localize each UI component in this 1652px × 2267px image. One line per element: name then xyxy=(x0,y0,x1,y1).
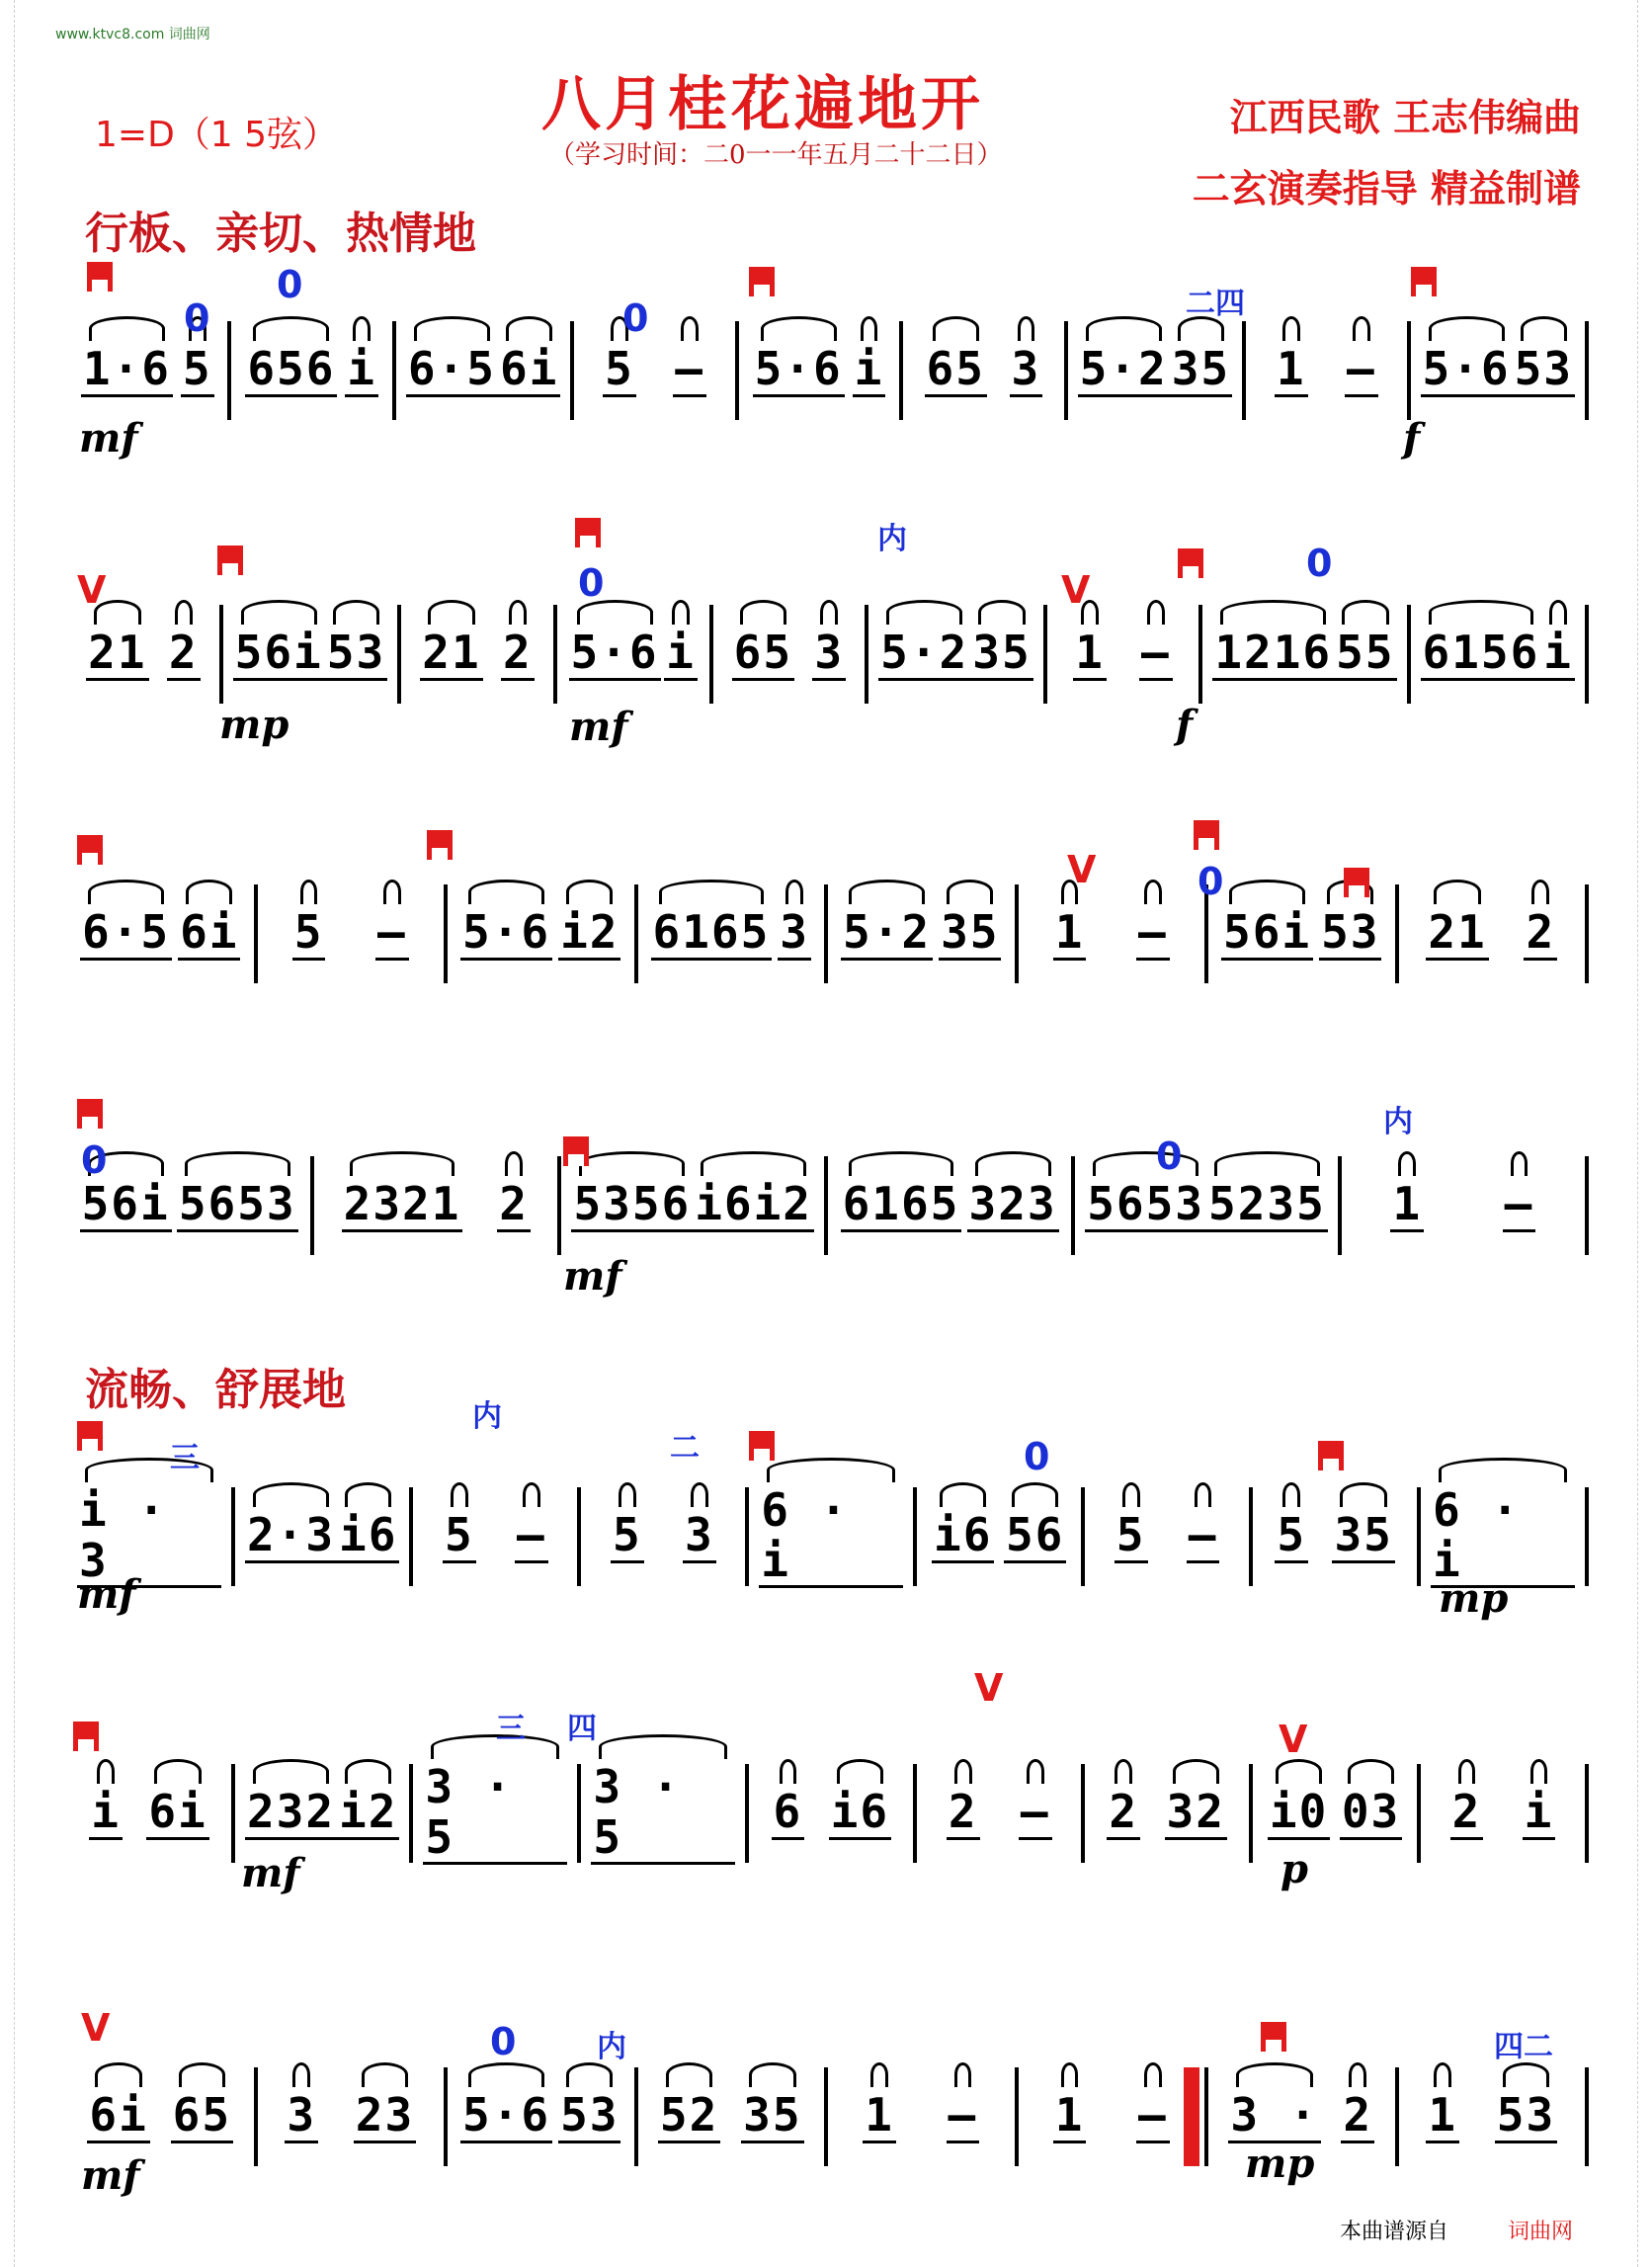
arranger-credit: 二玄演奏指导 精益制谱 xyxy=(1192,166,1581,210)
measure xyxy=(1246,321,1410,420)
note-group: 65 xyxy=(172,2088,232,2142)
note-group: 5 xyxy=(182,342,212,396)
score-system-4 xyxy=(77,1156,1589,1255)
note-group: 1 xyxy=(865,2088,894,2142)
note-group: i2 xyxy=(339,1785,398,1839)
note-group: 2321 xyxy=(343,1177,461,1231)
measure xyxy=(828,884,1019,983)
measure xyxy=(77,884,258,983)
down-bow-mark xyxy=(575,518,601,547)
note-group: 6i xyxy=(89,2088,148,2142)
measure xyxy=(1342,1156,1589,1255)
note-group: 5356 xyxy=(573,1177,692,1231)
note-group: 323 xyxy=(968,1177,1057,1231)
note-group: 53 xyxy=(560,2088,620,2142)
down-bow-mark xyxy=(1178,548,1203,578)
inner-string-fingering: 内 xyxy=(597,2030,626,2064)
note-group: 53 xyxy=(326,626,386,680)
note-group: 3 · xyxy=(1230,2088,1319,2142)
note-group: 6 · i xyxy=(1431,1485,1575,1588)
down-bow-mark xyxy=(77,835,103,865)
measure xyxy=(868,605,1046,704)
dynamic-mark: mf xyxy=(563,1253,622,1300)
measure xyxy=(448,884,638,983)
open-string-fingering: 0 xyxy=(1156,1134,1183,1178)
note-group: – xyxy=(1138,905,1168,960)
note-group: – xyxy=(948,2088,978,2142)
note-group: 03 xyxy=(1341,1785,1401,1839)
down-bow-mark xyxy=(77,1421,103,1451)
footer-source-label: 本曲谱源自 xyxy=(1339,2220,1448,2244)
note-group: 1 xyxy=(1075,626,1105,680)
note-group: 5·2 xyxy=(1079,342,1168,396)
measure xyxy=(235,1764,413,1863)
dynamic-mark: mf xyxy=(79,415,138,462)
measure xyxy=(1411,605,1589,704)
note-group: 21 xyxy=(1428,905,1487,960)
up-bow-mark: V xyxy=(77,568,107,612)
note-group: – xyxy=(1138,2088,1168,2142)
note-group: 6i xyxy=(180,905,239,960)
system-line xyxy=(77,1759,1589,1864)
measure xyxy=(1075,1156,1342,1255)
down-bow-mark xyxy=(217,546,243,575)
note-group: 2 xyxy=(1109,1785,1139,1839)
measure xyxy=(557,605,713,704)
score-system-6 xyxy=(77,1759,1589,1864)
note-group: 2·3 xyxy=(246,1508,336,1562)
repeat-sign xyxy=(1184,2067,1199,2166)
note-group: 56i xyxy=(81,1177,170,1231)
note-group: 52 xyxy=(659,2088,719,2142)
note-group: 5653 xyxy=(1087,1177,1204,1231)
note-group: 5 xyxy=(612,1508,642,1562)
system-line xyxy=(77,321,1589,420)
open-string-fingering: 0 xyxy=(277,263,303,306)
note-group: 5·6 xyxy=(570,626,659,680)
measure xyxy=(1208,884,1399,983)
note-group: i xyxy=(91,1785,121,1839)
measure xyxy=(314,1156,561,1255)
note-group: 56i xyxy=(234,626,323,680)
note-group: 2 xyxy=(1451,1785,1482,1839)
measure xyxy=(1421,1482,1589,1587)
note-group: 2 xyxy=(499,1177,529,1231)
dynamic-mark: p xyxy=(1280,1846,1308,1892)
measure xyxy=(1411,321,1589,420)
note-group: 2 xyxy=(948,1785,978,1839)
note-group: i xyxy=(1543,626,1573,680)
note-group: 6·5 xyxy=(82,905,171,960)
note-group: – xyxy=(1141,626,1171,680)
note-group: – xyxy=(1504,1177,1534,1231)
note-group: 2 xyxy=(168,626,199,680)
dynamic-mark: mp xyxy=(1245,2141,1315,2187)
measure xyxy=(1047,605,1203,704)
note-group: 5·6 xyxy=(462,905,551,960)
down-bow-mark xyxy=(1344,868,1369,897)
song-title: 八月桂花遍地开 xyxy=(541,70,984,139)
measure xyxy=(574,321,738,420)
note-group: 56i xyxy=(1223,905,1312,960)
tempo-marking-2: 流畅、舒展地 xyxy=(85,1365,346,1415)
down-bow-mark xyxy=(563,1136,589,1166)
measure xyxy=(828,1156,1075,1255)
open-string-fingering: 0 xyxy=(1024,1435,1050,1478)
note-group: 2 xyxy=(1526,905,1556,960)
measure xyxy=(413,1487,581,1586)
note-group: 1 xyxy=(1276,342,1306,396)
string-fingering: 四 xyxy=(567,1712,597,1746)
down-bow-mark xyxy=(1411,267,1437,296)
measure xyxy=(231,321,395,420)
note-group: 5 xyxy=(293,905,324,960)
note-group: 3 xyxy=(1011,342,1041,396)
open-string-fingering: 0 xyxy=(578,561,605,605)
note-group: 2 xyxy=(1343,2088,1373,2142)
note-group: 35 xyxy=(1334,1508,1393,1562)
measure xyxy=(77,1764,235,1863)
up-bow-mark: V xyxy=(81,2006,111,2050)
string-fingering: 三 xyxy=(170,1441,200,1475)
note-group: i xyxy=(854,342,884,396)
note-group: 6i xyxy=(499,342,559,396)
measure xyxy=(1399,2067,1590,2166)
down-bow-mark xyxy=(1261,2022,1286,2052)
measure xyxy=(77,1156,314,1255)
string-fingering: 二 xyxy=(670,1431,700,1466)
system-line xyxy=(77,1156,1589,1255)
note-group: 5 xyxy=(1115,1508,1146,1562)
down-bow-mark xyxy=(749,1431,775,1461)
measure xyxy=(77,2067,258,2166)
measure xyxy=(1399,884,1590,983)
down-bow-mark xyxy=(427,830,453,860)
note-group: 5 xyxy=(605,342,634,396)
measure xyxy=(1253,1764,1421,1863)
open-string-fingering: 0 xyxy=(184,296,210,340)
note-group: i6 xyxy=(934,1508,993,1562)
measure xyxy=(1068,321,1246,420)
measure xyxy=(77,605,223,704)
note-group: 65 xyxy=(926,342,985,396)
down-bow-mark xyxy=(73,1721,99,1751)
measure xyxy=(581,1487,749,1586)
dynamic-mark: f xyxy=(1176,702,1194,748)
note-group: 232 xyxy=(246,1785,336,1839)
note-group: 6·5 xyxy=(407,342,496,396)
note-group: i0 xyxy=(1269,1785,1329,1839)
note-group: – xyxy=(1188,1508,1218,1562)
footer-site-link[interactable]: 词曲网 xyxy=(1507,2220,1573,2244)
up-bow-mark: V xyxy=(1067,848,1097,891)
note-group: 6 xyxy=(773,1785,803,1839)
measure xyxy=(581,1759,749,1864)
composer-credit: 江西民歌 王志伟编曲 xyxy=(1229,95,1581,139)
system-line xyxy=(77,2067,1589,2166)
note-group: 53 xyxy=(1496,2088,1556,2142)
note-group: 1 xyxy=(1054,905,1085,960)
up-bow-mark: V xyxy=(974,1666,1004,1710)
note-group: – xyxy=(377,905,407,960)
open-string-fingering: 0 xyxy=(1198,860,1224,903)
note-group: 5 xyxy=(445,1508,474,1562)
note-group: 55 xyxy=(1336,626,1395,680)
measure xyxy=(828,2067,1019,2166)
measure xyxy=(1421,1764,1589,1863)
measure xyxy=(749,1764,917,1863)
note-group: 6165 xyxy=(652,905,771,960)
inner-string-fingering: 内 xyxy=(472,1399,502,1434)
score-system-5 xyxy=(77,1482,1589,1587)
score-system-1 xyxy=(77,321,1589,420)
system-line xyxy=(77,1482,1589,1587)
inner-string-fingering: 内 xyxy=(1383,1105,1413,1139)
note-group: 1 xyxy=(1428,2088,1458,2142)
note-group: 1 xyxy=(1392,1177,1423,1231)
score-system-2 xyxy=(77,605,1589,704)
system-line xyxy=(77,605,1589,704)
down-bow-mark xyxy=(1194,820,1219,850)
down-bow-mark xyxy=(87,262,113,292)
note-group: 35 xyxy=(743,2088,802,2142)
dynamic-mark: mf xyxy=(569,704,628,750)
measure xyxy=(917,1764,1085,1863)
note-group: 3 xyxy=(814,626,845,680)
key-signature: 1=D（1 5弦） xyxy=(95,115,339,155)
note-group: 21 xyxy=(88,626,147,680)
note-group: – xyxy=(1347,342,1376,396)
measure xyxy=(749,1482,917,1587)
note-group: 53 xyxy=(1321,905,1380,960)
measure xyxy=(258,884,449,983)
note-group: 3 · 5 xyxy=(591,1762,735,1865)
up-bow-mark: V xyxy=(1279,1718,1308,1761)
note-group: 53 xyxy=(1514,342,1573,396)
note-group: 1216 xyxy=(1214,626,1333,680)
note-group: i · 3 xyxy=(77,1485,221,1588)
string-fingering: 三 xyxy=(496,1712,526,1746)
open-string-fingering: 0 xyxy=(81,1138,108,1182)
inner-string-fingering: 内 xyxy=(877,522,907,556)
dynamic-mark: mf xyxy=(77,1571,136,1618)
measure xyxy=(1085,1764,1253,1863)
note-group: 65 xyxy=(733,626,793,680)
right-page-border xyxy=(1637,0,1652,2267)
measure xyxy=(903,321,1067,420)
open-string-fingering: 0 xyxy=(622,296,649,340)
note-group: 5235 xyxy=(1208,1177,1326,1231)
dynamic-mark: f xyxy=(1403,415,1421,462)
note-group: – xyxy=(517,1508,546,1562)
note-group: 5653 xyxy=(178,1177,296,1231)
note-group: 6165 xyxy=(842,1177,960,1231)
measure xyxy=(1253,1487,1421,1586)
note-group: 5·6 xyxy=(1422,342,1511,396)
tempo-marking-1: 行板、亲切、热情地 xyxy=(85,209,476,259)
string-fingering: 二四 xyxy=(1186,287,1245,321)
measure xyxy=(413,1759,581,1864)
measure xyxy=(739,321,903,420)
measure xyxy=(223,605,401,704)
score-system-7 xyxy=(77,2067,1589,2166)
note-group: 3 xyxy=(780,905,809,960)
note-group: 1 xyxy=(1054,2088,1085,2142)
site-label[interactable]: www.ktvc8.com 词曲网 xyxy=(55,27,210,42)
measure xyxy=(1019,2067,1209,2166)
note-group: 21 xyxy=(422,626,481,680)
dynamic-mark: mf xyxy=(81,2152,140,2199)
note-group: i6i2 xyxy=(695,1177,812,1231)
measure xyxy=(638,884,829,983)
string-fingering: 四二 xyxy=(1494,2030,1553,2064)
note-group: 5 xyxy=(1277,1508,1307,1562)
score-system-3 xyxy=(77,884,1589,983)
note-group: 5·6 xyxy=(462,2088,551,2142)
down-bow-mark xyxy=(77,1099,103,1129)
note-group: 6 · i xyxy=(759,1485,903,1588)
measure xyxy=(638,2067,829,2166)
measure xyxy=(713,605,869,704)
system-line xyxy=(77,884,1589,983)
note-group: i xyxy=(347,342,376,396)
note-group: 5·6 xyxy=(754,342,843,396)
up-bow-mark: V xyxy=(1061,568,1091,612)
measure xyxy=(448,2067,638,2166)
note-group: i2 xyxy=(560,905,620,960)
note-group: 56 xyxy=(1005,1508,1065,1562)
dynamic-mark: mp xyxy=(1439,1575,1509,1622)
note-group: 35 xyxy=(1171,342,1231,396)
measure xyxy=(1202,605,1410,704)
left-page-border xyxy=(0,0,15,2267)
note-group: 35 xyxy=(941,905,1000,960)
note-group: 23 xyxy=(355,2088,415,2142)
note-group: 3 xyxy=(684,1508,714,1562)
study-date: （学习时间：二0一一年五月二十二日） xyxy=(549,140,1003,170)
measure xyxy=(1019,884,1209,983)
note-group: 3 xyxy=(287,2088,317,2142)
open-string-fingering: 0 xyxy=(1306,542,1333,585)
note-group: 1·6 xyxy=(82,342,171,396)
note-group: 5·2 xyxy=(843,905,932,960)
note-group: i6 xyxy=(339,1508,398,1562)
footer-source xyxy=(1340,2215,1573,2245)
note-group: 656 xyxy=(247,342,336,396)
note-group: – xyxy=(1020,1785,1050,1839)
note-group: 5·2 xyxy=(880,626,969,680)
measure xyxy=(917,1487,1085,1586)
measure xyxy=(258,2067,449,2166)
dynamic-mark: mf xyxy=(241,1850,300,1896)
dynamic-mark: mp xyxy=(219,702,289,748)
note-group: – xyxy=(675,342,704,396)
note-group: 6156 xyxy=(1422,626,1540,680)
measure xyxy=(235,1487,413,1586)
measure xyxy=(401,605,557,704)
note-group: i xyxy=(1524,1785,1554,1839)
open-string-fingering: 0 xyxy=(490,2020,517,2063)
down-bow-mark xyxy=(749,267,775,296)
measure xyxy=(561,1156,828,1255)
note-group: 32 xyxy=(1166,1785,1225,1839)
note-group: i6 xyxy=(830,1785,890,1839)
down-bow-mark xyxy=(1318,1441,1344,1470)
note-group: 6i xyxy=(148,1785,207,1839)
note-group: 2 xyxy=(502,626,533,680)
measure xyxy=(396,321,574,420)
note-group: 3 · 5 xyxy=(423,1762,567,1865)
note-group: i xyxy=(666,626,696,680)
measure xyxy=(1085,1487,1253,1586)
note-group: 35 xyxy=(972,626,1032,680)
